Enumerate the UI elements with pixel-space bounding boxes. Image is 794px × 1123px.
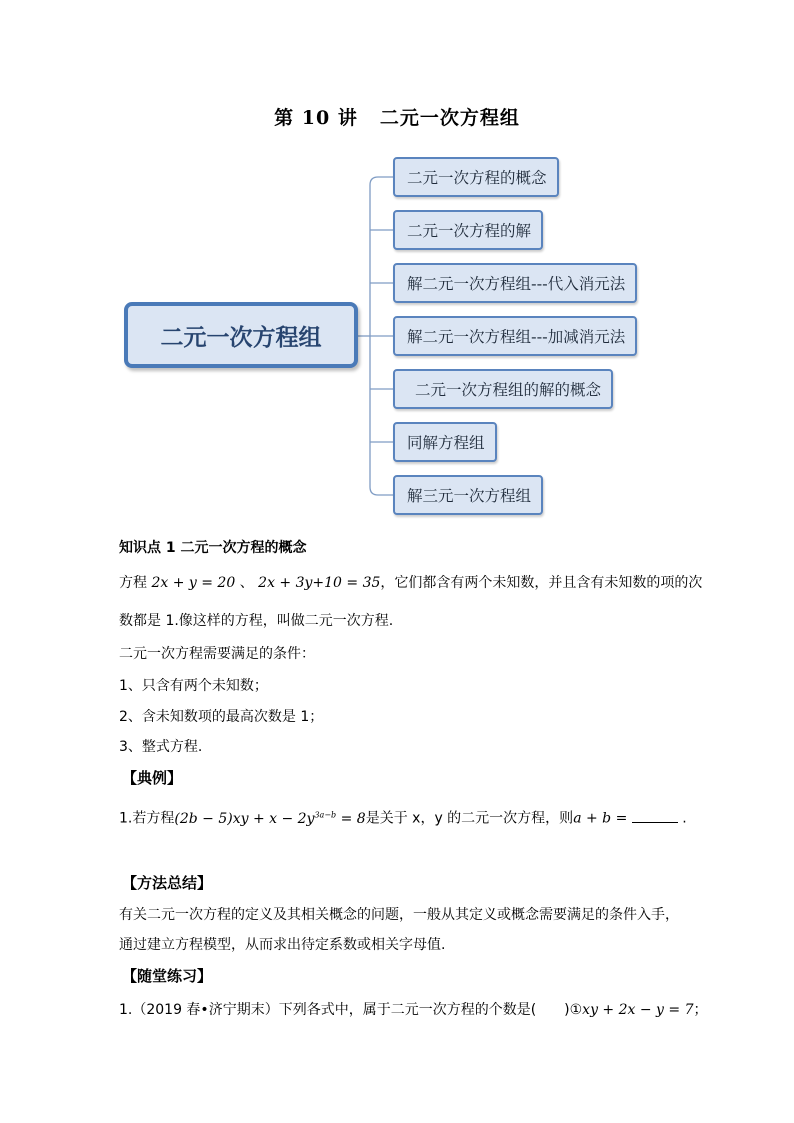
condition-3: 3、整式方程.	[119, 739, 203, 755]
answer-blank[interactable]	[632, 808, 678, 823]
summary-line-2: 通过建立方程模型，从而求出待定系数或相关字母值.	[119, 937, 446, 953]
example-equation: $(2b - 5)xy + x - 2y^{3a-b} = 8$	[174, 810, 366, 827]
conditions-title: 二元一次方程需要满足的条件：	[119, 646, 315, 662]
mindmap-branch-system-solution: 二元一次方程组的解的概念	[393, 369, 613, 409]
equation-1: 2x + y = 20	[151, 575, 236, 591]
equation-2: 2x + 3y+10 = 35	[258, 575, 381, 591]
lecture-topic: 二元一次方程组	[379, 107, 520, 129]
practice-question-1: 1.（2019 春•济宁期末）下列各式中，属于二元一次方程的个数是( )①xy + 2x − y = 7；	[119, 1002, 708, 1018]
mindmap-branch-substitution: 解二元一次方程组---代入消元法	[393, 263, 637, 303]
practice-equation: xy + 2x − y = 7	[582, 1002, 694, 1018]
definition-line-2: 数都是 1.像这样的方程，叫做二元一次方程.	[119, 613, 394, 629]
condition-2: 2、含未知数项的最高次数是 1；	[119, 709, 324, 725]
mindmap-center-node: 二元一次方程组	[124, 302, 358, 368]
mindmap-branch-same-solution: 同解方程组	[393, 422, 497, 462]
example-heading: 【典例】	[122, 769, 183, 787]
mindmap-branch-three-variable: 解三元一次方程组	[393, 475, 543, 515]
mindmap-branch-concept: 二元一次方程的概念	[393, 157, 559, 197]
summary-line-1: 有关二元一次方程的定义及其相关概念的问题，一般从其定义或概念需要满足的条件入手，	[119, 907, 679, 923]
summary-heading: 【方法总结】	[122, 874, 213, 892]
lecture-number: 第 10 讲	[274, 107, 358, 129]
mindmap-branch-solution: 二元一次方程的解	[393, 210, 543, 250]
example-question: 1.若方程$(2b - 5)xy + x - 2y^{3a-b} = 8$是关于 x，y 的二元一次方程，则a + b = .	[119, 805, 687, 829]
condition-1: 1、只含有两个未知数；	[119, 678, 268, 694]
practice-heading: 【随堂练习】	[122, 967, 213, 985]
mindmap-branch-elimination: 解二元一次方程组---加减消元法	[393, 316, 637, 356]
definition-line-1: 方程 2x + y = 20 、 2x + 3y+10 = 35，它们都含有两个未知数，并且含有未知数的项的次	[119, 575, 703, 591]
section-heading: 知识点 1 二元一次方程的概念	[119, 540, 307, 556]
